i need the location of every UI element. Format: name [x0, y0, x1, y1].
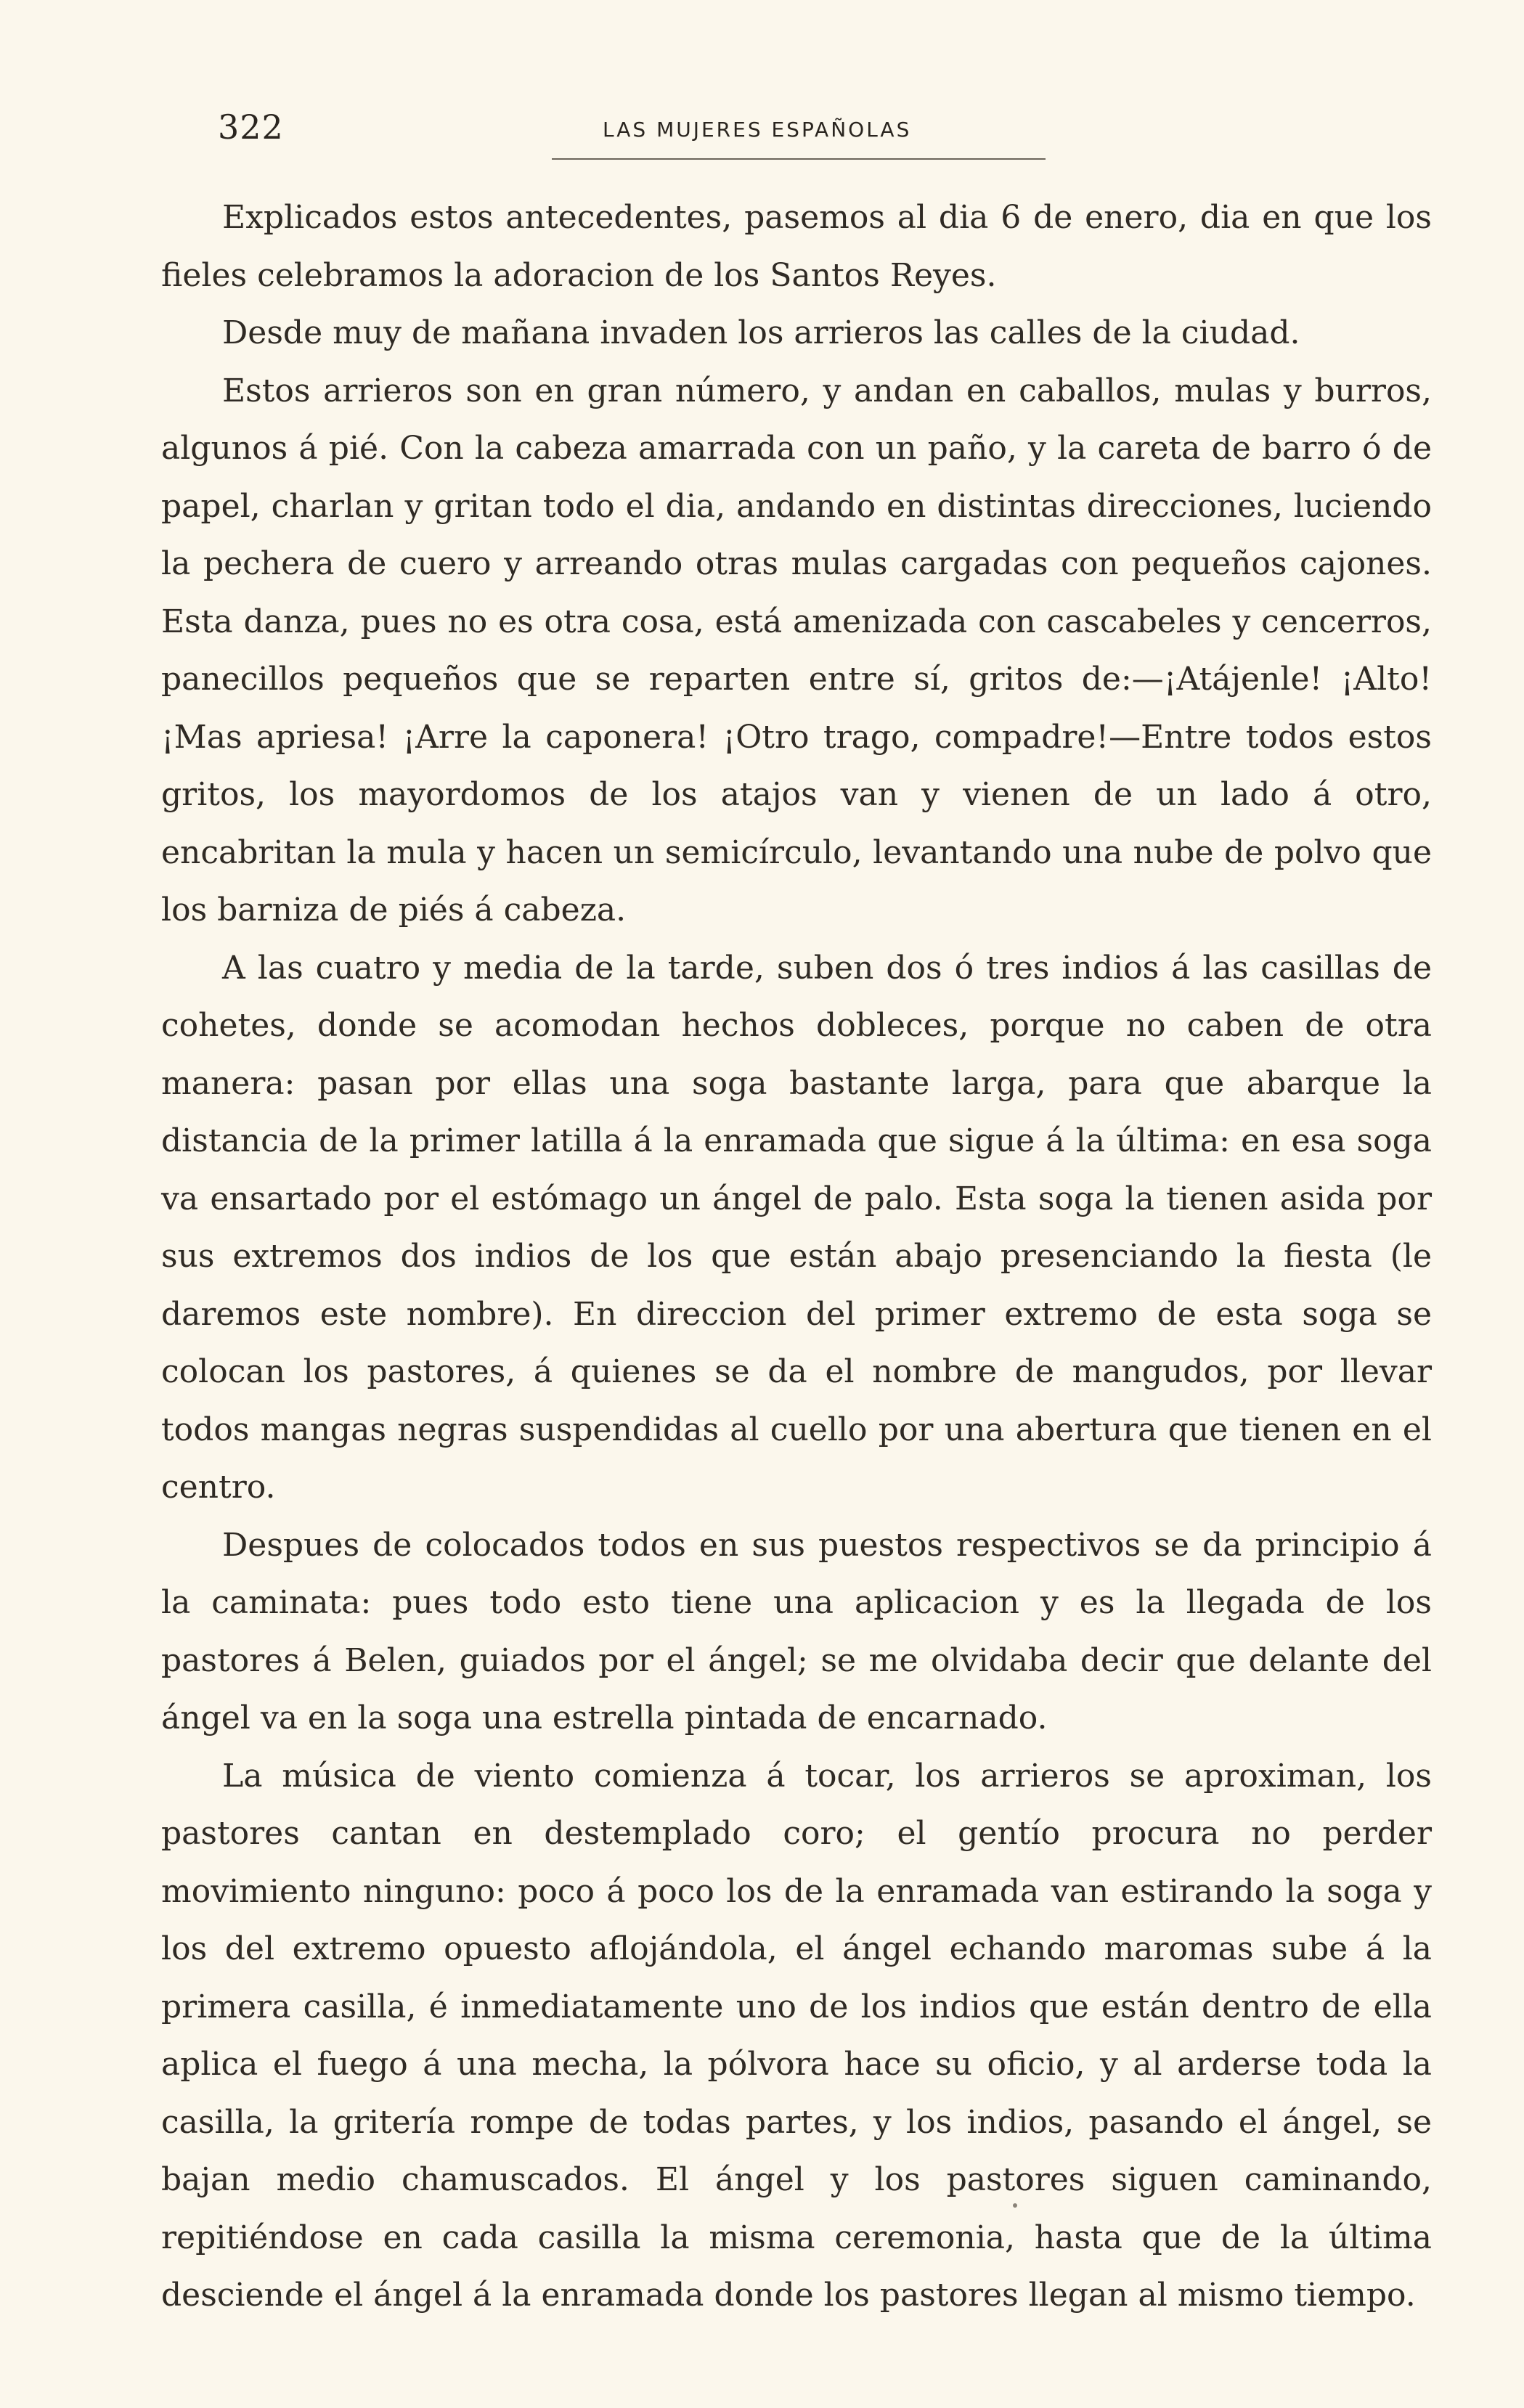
paragraph-1: Explicados estos antecedentes, pasemos al dia 6 de enero, dia en que los fieles celebramos la adoracion de los Santos Reyes. [161, 199, 1432, 294]
paragraph-4: A las cuatro y media de la tarde, suben dos ó tres indios á las casillas de cohetes, donde se acomodan hechos dobleces, porque no caben de otra manera: pasan por ellas una soga bastante larga, para que abarque la distancia de la primer latilla á la enramada que sigue á la última: en esa soga va ensartado por el estómago un ángel de palo. Esta soga la tienen asida por sus extremos dos indios de los que están abajo presenciando la fiesta (le daremos este nombre). En direccion del primer extremo de esta soga se colocan los pastores, á quienes se da el nombre de mangudos, por llevar todos mangas negras suspendidas al cuello por una abertura que tienen en el centro. [161, 949, 1432, 1506]
paragraph-2: Desde muy de mañana invaden los arrieros las calles de la ciudad. [222, 314, 1300, 351]
print-speck [1013, 2203, 1017, 2208]
header-rule [552, 158, 1046, 160]
body-text [161, 189, 1432, 2325]
paragraph-3: Estos arrieros son en gran número, y andan en caballos, mulas y burros, algunos á pié. Con la cabeza amarrada con un paño, y la careta de barro ó de papel, charlan y gritan todo el dia, andando en distintas direcciones, luciendo la pechera de cuero y arreando otras mulas cargadas con pequeños cajones. Esta danza, pues no es otra cosa, está amenizada con cascabeles y cencerros, panecillos pequeños que se reparten entre sí, gritos de:—¡Atájenle! ¡Alto! ¡Mas apriesa! ¡Arre la caponera! ¡Otro trago, compadre!—Entre todos estos gritos, los mayordomos de los atajos van y vienen de un lado á otro, encabritan la mula y hacen un semicírculo, levantando una nube de polvo que los barniza de piés á cabeza. [161, 372, 1432, 928]
page-header [218, 107, 1438, 158]
paragraph-5: Despues de colocados todos en sus puestos respectivos se da principio á la caminata: pues todo esto tiene una aplicacion y es la llegada de los pastores á Belen, guiados por el ángel; se me olvidaba decir que delante del ángel va en la soga una estrella pintada de encarnado. [161, 1526, 1432, 1736]
running-title: LAS MUJERES ESPAÑOLAS [603, 118, 912, 142]
page-number: 322 [218, 107, 284, 147]
paragraph-6: La música de viento comienza á tocar, los arrieros se aproximan, los pastores cantan en destemplado coro; el gentío procura no perder movimiento ninguno: poco á poco los de la enramada van estirando la soga y los del extremo opuesto aflojándola, el ángel echando maromas sube á la primera casilla, é inmediatamente uno de los indios que están dentro de ella aplica el fuego á una mecha, la pólvora hace su oficio, y al arderse toda la casilla, la gritería rompe de todas partes, y los indios, pasando el ángel, se bajan medio chamuscados. El ángel y los pastores siguen caminando, repitiéndose en cada casilla la misma ceremonia, hasta que de la última desciende el ángel á la enramada donde los pastores llegan al mismo tiempo. [161, 1757, 1432, 2314]
